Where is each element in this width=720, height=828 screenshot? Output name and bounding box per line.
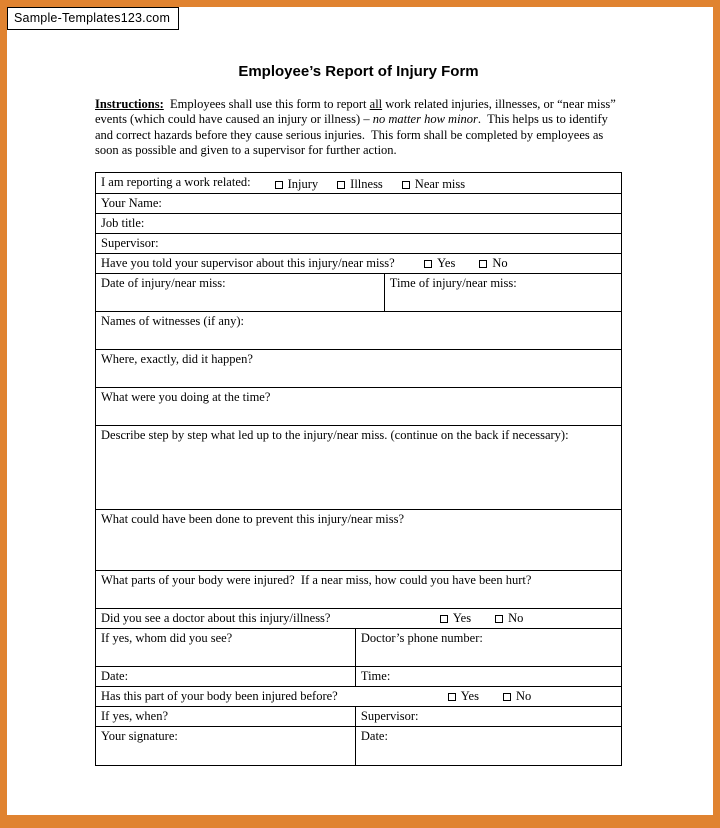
form-cell-when-supervisor-0 bbox=[96, 707, 356, 726]
form-cell-signature-date-1 bbox=[356, 727, 621, 765]
checkbox-label-no: No bbox=[492, 256, 508, 271]
checkbox-label-yes: Yes bbox=[437, 256, 456, 271]
checkbox-label-illness: Illness bbox=[350, 177, 383, 192]
checkbox-label-yes: Yes bbox=[452, 611, 472, 626]
checkbox-no[interactable] bbox=[503, 693, 511, 701]
checkbox-option-illness bbox=[337, 177, 383, 191]
field-label: Supervisor: bbox=[101, 236, 159, 251]
instructions-text bbox=[95, 97, 622, 158]
checkbox-label-no: No bbox=[508, 611, 524, 626]
field-label: What parts of your body were injured? If a near miss, how could you have been hurt? bbox=[101, 573, 532, 588]
form-row-injured-before bbox=[96, 687, 621, 707]
form-row-doctor-info bbox=[96, 629, 621, 667]
checkbox-no[interactable] bbox=[495, 615, 503, 623]
form-row-prevention bbox=[96, 510, 621, 571]
form-row-told-supervisor bbox=[96, 254, 621, 274]
checkbox-option-yes bbox=[440, 611, 471, 626]
form-cell-injury-date-time-1 bbox=[385, 274, 621, 311]
instructions-segment: Employees shall use this form to report bbox=[163, 97, 370, 111]
checkbox-label-near-miss: Near miss bbox=[414, 177, 466, 192]
form-row-signature-date bbox=[96, 727, 621, 765]
field-label: Doctor’s phone number: bbox=[360, 631, 483, 646]
field-label: What could have been done to prevent this injury/near miss? bbox=[101, 512, 405, 527]
instructions-segment: Instructions: bbox=[95, 97, 164, 111]
checkbox-group-reporting-type bbox=[256, 173, 466, 193]
field-label: Did you see a doctor about this injury/illness? bbox=[101, 611, 331, 626]
checkbox-label-yes: Yes bbox=[460, 689, 479, 704]
form-cell-signature-date-0 bbox=[96, 727, 356, 765]
field-label: Has this part of your body been injured before? bbox=[101, 689, 338, 704]
form-cell-doctor-info-0 bbox=[96, 629, 356, 666]
form-row-describe-steps bbox=[96, 426, 621, 510]
field-label: Date of injury/near miss: bbox=[101, 276, 226, 291]
field-label: Time: bbox=[360, 669, 391, 684]
checkbox-option-no bbox=[479, 256, 507, 271]
checkbox-label-no: No bbox=[515, 689, 532, 704]
field-label: Your signature: bbox=[101, 729, 178, 744]
checkbox-group-saw-doctor bbox=[440, 611, 523, 626]
checkbox-group-told-supervisor bbox=[424, 256, 507, 271]
checkbox-option-yes bbox=[424, 256, 455, 271]
form-cell-doctor-date-time-1 bbox=[356, 667, 621, 686]
field-label: Names of witnesses (if any): bbox=[101, 314, 245, 329]
checkbox-option-yes bbox=[448, 689, 479, 704]
field-label: Have you told your supervisor about this injury/near miss? bbox=[101, 256, 395, 271]
form-row-injury-date-time bbox=[96, 274, 621, 312]
form-row-when-supervisor bbox=[96, 707, 621, 727]
field-label: Where, exactly, did it happen? bbox=[101, 352, 253, 367]
form-row-body-parts bbox=[96, 571, 621, 609]
instructions-segment: . This helps us to identify and correct hazards before they cause serious injuries. This form shall be completed by employees as soon as possible and given to a supervisor for further action. bbox=[95, 112, 608, 157]
instructions-segment: work related injuries, illnesses, or “near miss” events (which could have caused an injury or illness) – bbox=[95, 97, 616, 127]
checkbox-group-injured-before bbox=[448, 689, 531, 704]
field-label: Job title: bbox=[101, 216, 145, 231]
checkbox-near-miss[interactable] bbox=[402, 181, 410, 189]
form-row-your-name bbox=[96, 194, 621, 214]
checkbox-yes[interactable] bbox=[440, 615, 448, 623]
form-cell-injury-date-time-0 bbox=[96, 274, 385, 311]
form-row-job-title bbox=[96, 214, 621, 234]
field-label: What were you doing at the time? bbox=[101, 390, 271, 405]
field-label: Date: bbox=[101, 669, 129, 684]
form-row-where-happened bbox=[96, 350, 621, 388]
checkbox-yes[interactable] bbox=[424, 260, 432, 268]
field-label: If yes, whom did you see? bbox=[101, 631, 233, 646]
checkbox-option-near-miss bbox=[402, 177, 465, 191]
injury-form-table bbox=[95, 172, 622, 766]
checkbox-option-no bbox=[495, 611, 523, 626]
form-row-supervisor bbox=[96, 234, 621, 254]
field-label: If yes, when? bbox=[101, 709, 168, 724]
checkbox-option-injury bbox=[275, 177, 319, 191]
site-watermark[interactable]: Sample-Templates123.com bbox=[7, 7, 179, 30]
form-row-witnesses bbox=[96, 312, 621, 350]
field-label: Date: bbox=[360, 729, 388, 744]
field-label: Your Name: bbox=[101, 196, 162, 211]
checkbox-label-injury: Injury bbox=[287, 177, 319, 192]
checkbox-injury[interactable] bbox=[275, 181, 283, 189]
form-row-saw-doctor bbox=[96, 609, 621, 629]
form-cell-when-supervisor-1 bbox=[356, 707, 621, 726]
page-title: Employee’s Report of Injury Form bbox=[238, 63, 479, 80]
instructions-segment: no matter how minor bbox=[372, 112, 478, 127]
checkbox-yes[interactable] bbox=[448, 693, 456, 701]
checkbox-option-no bbox=[503, 689, 531, 704]
form-content bbox=[95, 7, 622, 766]
form-row-doctor-date-time bbox=[96, 667, 621, 687]
form-cell-doctor-info-1 bbox=[356, 629, 621, 666]
checkbox-illness[interactable] bbox=[337, 181, 345, 189]
field-label: Time of injury/near miss: bbox=[389, 276, 517, 291]
checkbox-no[interactable] bbox=[479, 260, 487, 268]
form-row-reporting-type bbox=[96, 173, 621, 194]
instructions-segment: all bbox=[369, 97, 383, 111]
field-label: Supervisor: bbox=[360, 709, 419, 724]
field-label: Describe step by step what led up to the injury/near miss. (continue on the back if necessary): bbox=[101, 428, 569, 443]
form-row-doing-at-time bbox=[96, 388, 621, 426]
form-cell-doctor-date-time-0 bbox=[96, 667, 356, 686]
field-label: I am reporting a work related: bbox=[101, 175, 251, 190]
